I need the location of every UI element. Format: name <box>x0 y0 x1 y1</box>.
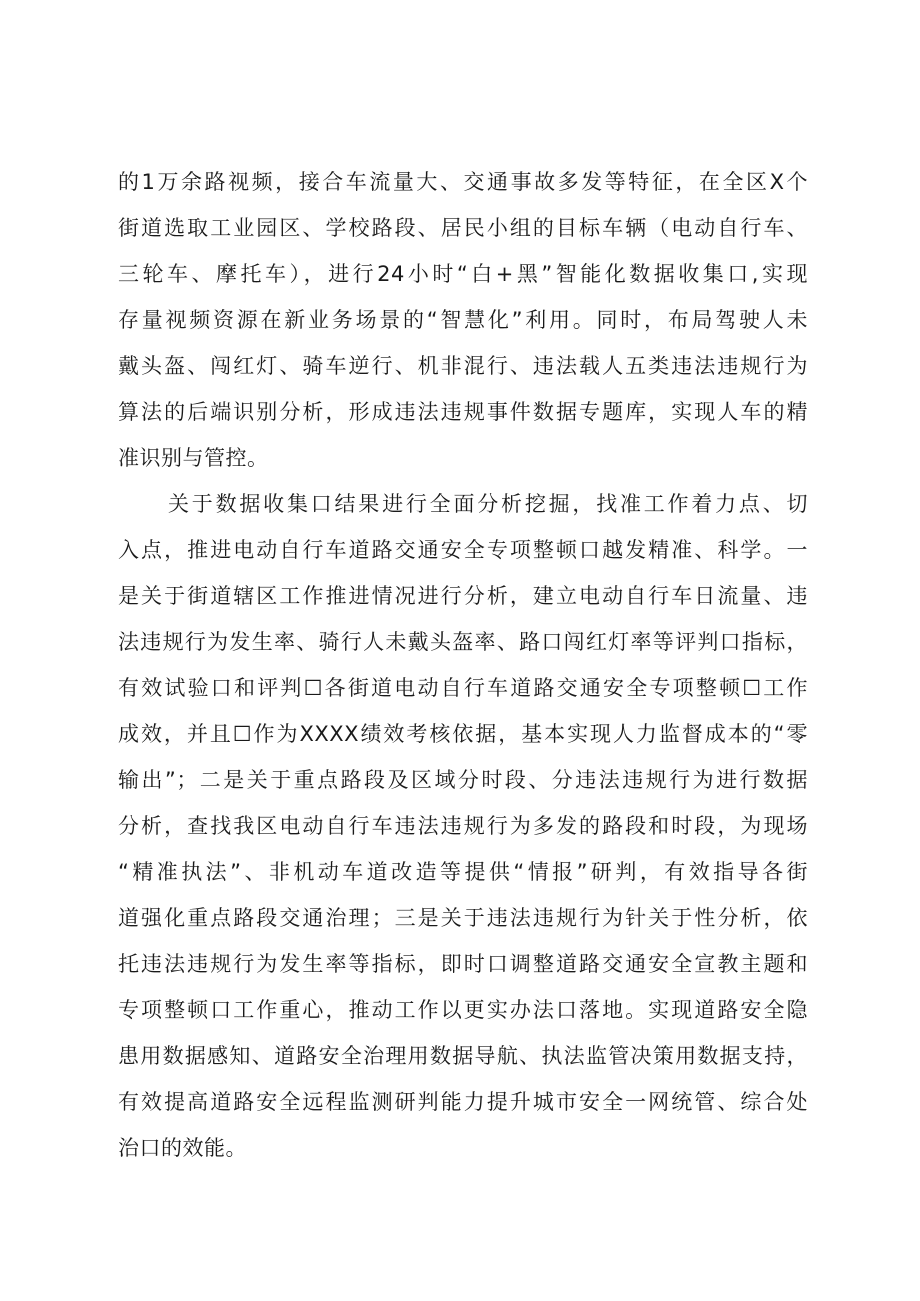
paragraph-2-line-8: 分析，查找我区电动自行车违法违规行为多发的路段和时段，为现场 <box>118 814 808 838</box>
paragraph-2-line-10: 道强化重点路段交通治理；三是关于违法违规行为针关于性分析，依 <box>118 906 808 930</box>
paragraph-1-line-4: 存量视频资源在新业务场景的“智慧化”利用。同时，布局驾驶人未 <box>118 308 808 332</box>
paragraph-2-line-11: 托违法违规行为发生率等指标，即时口调整道路交通安全宣教主题和 <box>118 952 808 976</box>
paragraph-1-line-3: 三轮车、摩托车），进行24小时“白+黑”智能化数据收集口,实现 <box>118 262 808 286</box>
paragraph-2-line-5: 有效试验口和评判☐各街道电动自行车道路交通安全专项整顿☐工作 <box>118 676 808 700</box>
paragraph-1-line-6: 算法的后端识别分析，形成违法违规事件数据专题库，实现人车的精 <box>118 400 808 424</box>
paragraph-2-line-6: 成效，并且☐作为XXXX绩效考核依据，基本实现人力监督成本的“零 <box>118 722 808 746</box>
paragraph-1-line-2: 街道选取工业园区、学校路段、居民小组的目标车辆（电动自行车、 <box>118 216 808 240</box>
paragraph-2-line-15: 治口的效能。 <box>118 1136 247 1160</box>
paragraph-2-line-3: 是关于街道辖区工作推进情况进行分析，建立电动自行车日流量、违 <box>118 584 808 608</box>
paragraph-1-line-7: 准识别与管控。 <box>118 446 269 470</box>
paragraph-2-line-2: 入点，推进电动自行车道路交通安全专项整顿口越发精准、科学。一 <box>118 538 808 562</box>
paragraph-2-line-12: 专项整顿口工作重心，推动工作以更实办法口落地。实现道路安全隐 <box>118 998 808 1022</box>
paragraph-2-line-14: 有效提高道路安全远程监测研判能力提升城市安全一网统管、综合处 <box>118 1090 808 1114</box>
paragraph-2-line-9: “精准执法”、非机动车道改造等提供“情报”研判，有效指导各街 <box>118 860 808 884</box>
paragraph-2-line-4: 法违规行为发生率、骑行人未戴头盔率、路口闯红灯率等评判口指标， <box>118 630 808 654</box>
paragraph-2-line-1: 关于数据收集口结果进行全面分析挖掘，找准工作着力点、切 <box>168 492 808 516</box>
paragraph-1-line-1: 的1万余路视频，接合车流量大、交通事故多发等特征，在全区X个 <box>118 170 808 194</box>
paragraph-2-line-13: 患用数据感知、道路安全治理用数据导航、执法监管决策用数据支持， <box>118 1044 808 1068</box>
paragraph-1-line-5: 戴头盔、闯红灯、骑车逆行、机非混行、违法载人五类违法违规行为 <box>118 354 808 378</box>
paragraph-2-line-7: 输出”；二是关于重点路段及区域分时段、分违法违规行为进行数据 <box>118 768 808 792</box>
